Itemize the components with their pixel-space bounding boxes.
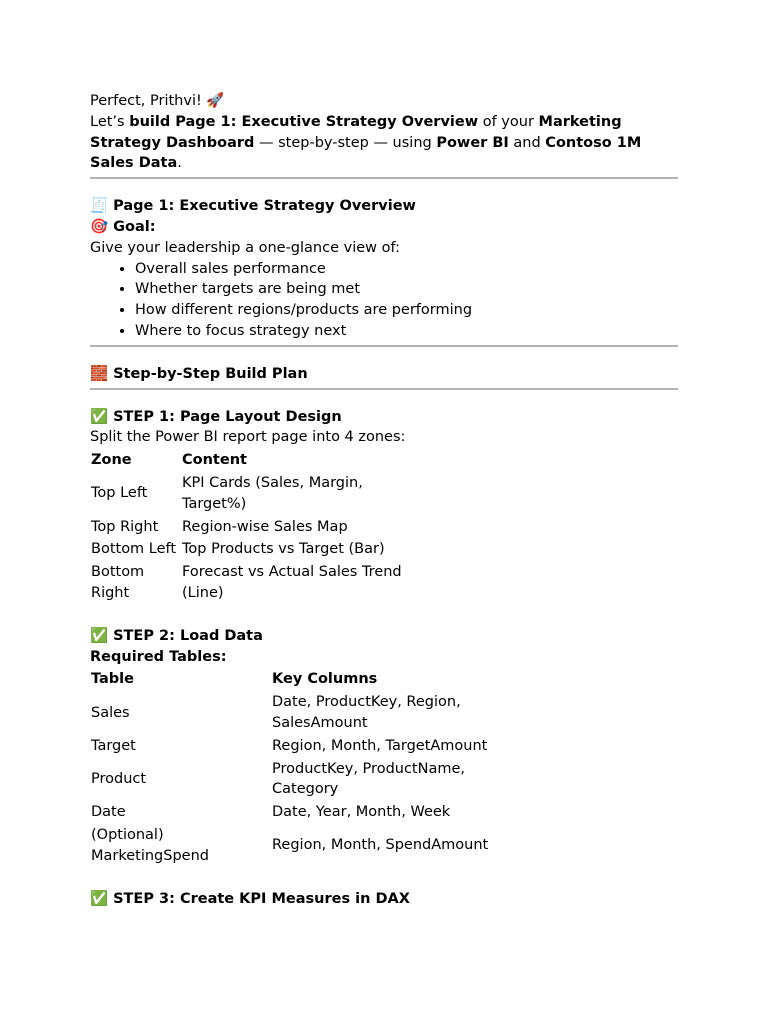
- divider: [90, 388, 678, 390]
- document-page: [90, 91, 678, 909]
- table-cell: Top Products vs Target (Bar): [182, 541, 385, 558]
- table-header-row: [90, 449, 423, 472]
- table-cell: Region-wise Sales Map: [182, 518, 348, 535]
- list-item: • Overall sales performance: [135, 259, 678, 280]
- table-cell: Product: [91, 770, 147, 787]
- table-cell: ProductKey, ProductName, Category: [272, 760, 466, 798]
- table-cell: Date, ProductKey, Region, SalesAmount: [272, 694, 461, 731]
- intro-paragraph: [90, 112, 678, 174]
- table-cell: Target: [91, 737, 136, 754]
- table-row: [90, 561, 423, 605]
- intro-text-1: Let’s: [90, 113, 130, 130]
- table-row: [90, 735, 513, 758]
- plan-heading: 🧱 Step-by-Step Build Plan: [90, 365, 308, 382]
- divider: [90, 345, 678, 347]
- table-cell: Top Left: [91, 485, 148, 502]
- table-cell: Top Right: [91, 518, 159, 535]
- divider: [90, 177, 678, 179]
- table-row: [90, 691, 513, 735]
- intro-text-2: of your: [478, 113, 539, 130]
- tables-table: [90, 668, 513, 867]
- goal-text: Give your leadership a one-glance view of:: [90, 239, 400, 256]
- step2-subheading: Required Tables:: [90, 648, 227, 665]
- table-cell: Sales: [91, 704, 130, 721]
- table-cell: Date: [91, 804, 126, 821]
- zone-table: [90, 449, 423, 605]
- table-cell: (Optional) MarketingSpend: [91, 826, 209, 864]
- page1-heading: 🧾 Page 1: Executive Strategy Overview: [90, 198, 416, 215]
- column-header: Content: [182, 452, 247, 469]
- step1-text: Split the Power BI report page into 4 zones:: [90, 429, 406, 446]
- intro-bold-contoso: Contoso 1M Sales Data: [90, 134, 642, 172]
- goal-bullet-list: [90, 259, 678, 342]
- table-row: [90, 516, 423, 539]
- table-cell: Bottom Left: [91, 541, 177, 558]
- intro-text-3: — step-by-step — using: [254, 134, 437, 151]
- intro-text-4: and: [508, 134, 546, 151]
- table-cell: Date, Year, Month, Week: [272, 804, 451, 821]
- table-row: [90, 824, 513, 868]
- table-row: [90, 758, 513, 802]
- table-cell: Bottom Right: [91, 564, 145, 601]
- intro-bold-page: build Page 1: Executive Strategy Overview: [129, 113, 479, 130]
- list-item: • Where to focus strategy next: [135, 321, 678, 342]
- step2-heading: ✅ STEP 2: Load Data: [90, 627, 263, 644]
- table-row: [90, 472, 423, 516]
- table-cell: Region, Month, TargetAmount: [272, 737, 488, 754]
- step3-heading: ✅ STEP 3: Create KPI Measures in DAX: [90, 890, 410, 907]
- table-row: [90, 801, 513, 824]
- table-header-row: [90, 668, 513, 691]
- intro-bold-dashboard: Marketing Strategy Dashboard: [90, 113, 622, 151]
- table-cell: Region, Month, SpendAmount: [272, 837, 489, 854]
- column-header: Zone: [91, 452, 132, 469]
- table-cell: KPI Cards (Sales, Margin, Target%): [182, 474, 363, 512]
- column-header: Key Columns: [272, 671, 378, 688]
- list-item: • How different regions/products are performing: [135, 300, 678, 321]
- table-row: [90, 538, 423, 561]
- table-cell: Forecast vs Actual Sales Trend (Line): [182, 564, 402, 601]
- step1-heading: ✅ STEP 1: Page Layout Design: [90, 408, 342, 425]
- goal-label: 🎯 Goal:: [90, 218, 156, 235]
- intro-text-5: .: [177, 155, 182, 172]
- list-item: • Whether targets are being met: [135, 279, 678, 300]
- intro-bold-powerbi: Power BI: [436, 134, 509, 151]
- column-header: Table: [91, 671, 134, 688]
- greeting: Perfect, Prithvi! 🚀: [90, 93, 225, 109]
